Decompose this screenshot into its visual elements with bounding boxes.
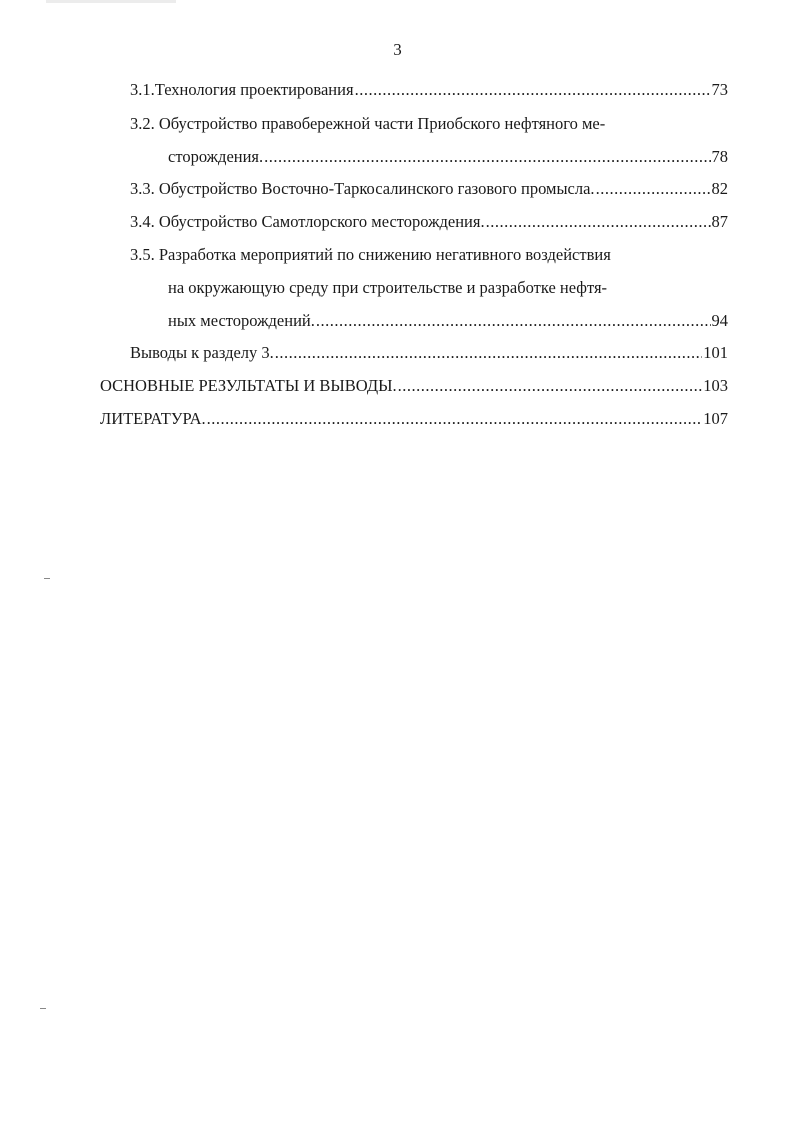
toc-entry-3-4[interactable] — [130, 210, 728, 234]
scan-mark — [44, 578, 50, 579]
toc-entry-3-3[interactable] — [130, 177, 728, 201]
toc-entry-main-results[interactable] — [100, 374, 728, 398]
toc-entry-literature[interactable] — [100, 407, 728, 431]
scan-artifact-top — [46, 0, 176, 3]
toc-entry-3-1[interactable] — [130, 78, 728, 102]
toc-entry-title: 3.5. Разработка мероприятий по снижению негативного воздействия — [130, 245, 611, 264]
dot-leader — [486, 210, 711, 234]
toc-entry-title: ЛИТЕРАТУРА. — [100, 409, 206, 428]
toc-entry-title: 3.1.Технология проектирования — [130, 80, 354, 99]
toc-entry-title: 3.2. Обустройство правобережной части Приобского нефтяного ме- — [130, 114, 606, 133]
dot-leader — [316, 309, 711, 333]
dot-leader — [264, 145, 710, 169]
toc-page-number: 101 — [703, 343, 728, 362]
dot-leader — [596, 177, 711, 201]
toc-entry-title-continued: ных месторождений. — [168, 311, 315, 330]
page-number: 3 — [393, 40, 402, 59]
toc-page-number: 82 — [711, 179, 728, 198]
toc-entry-title-continued: на окружающую среду при строительстве и разработке нефтя- — [168, 278, 608, 297]
toc-entry-title-continued: сторождения. — [168, 147, 264, 166]
toc-entry-title: ОСНОВНЫЕ РЕЗУЛЬТАТЫ И ВЫВОДЫ. — [100, 376, 397, 395]
toc-page-number: 78 — [711, 147, 728, 166]
dot-leader — [275, 341, 702, 365]
toc-entry-title: 3.4. Обустройство Самотлорского месторождения. — [130, 212, 485, 231]
toc-entry-conclusions-3[interactable] — [130, 341, 728, 365]
dot-leader — [207, 407, 703, 431]
dot-leader — [398, 374, 703, 398]
toc-page-number: 87 — [711, 212, 728, 231]
scan-mark — [40, 1008, 46, 1009]
toc-page-number: 107 — [703, 409, 728, 428]
toc-page-number: 103 — [703, 376, 728, 395]
toc-page-number: 94 — [711, 311, 728, 330]
toc-entry-title: 3.3. Обустройство Восточно-Таркосалинского газового промысла. — [130, 179, 595, 198]
toc-entry-3-5-line1[interactable] — [130, 243, 611, 267]
toc-entry-3-2-line1[interactable] — [130, 112, 605, 136]
dot-leader — [355, 78, 711, 102]
toc-entry-3-5-line2[interactable] — [168, 276, 607, 300]
toc-entry-3-2-line2[interactable] — [168, 145, 728, 169]
toc-page-number: 73 — [711, 80, 728, 99]
toc-entry-3-5-line3[interactable] — [168, 309, 728, 333]
toc-entry-title: Выводы к разделу 3. — [130, 343, 274, 362]
